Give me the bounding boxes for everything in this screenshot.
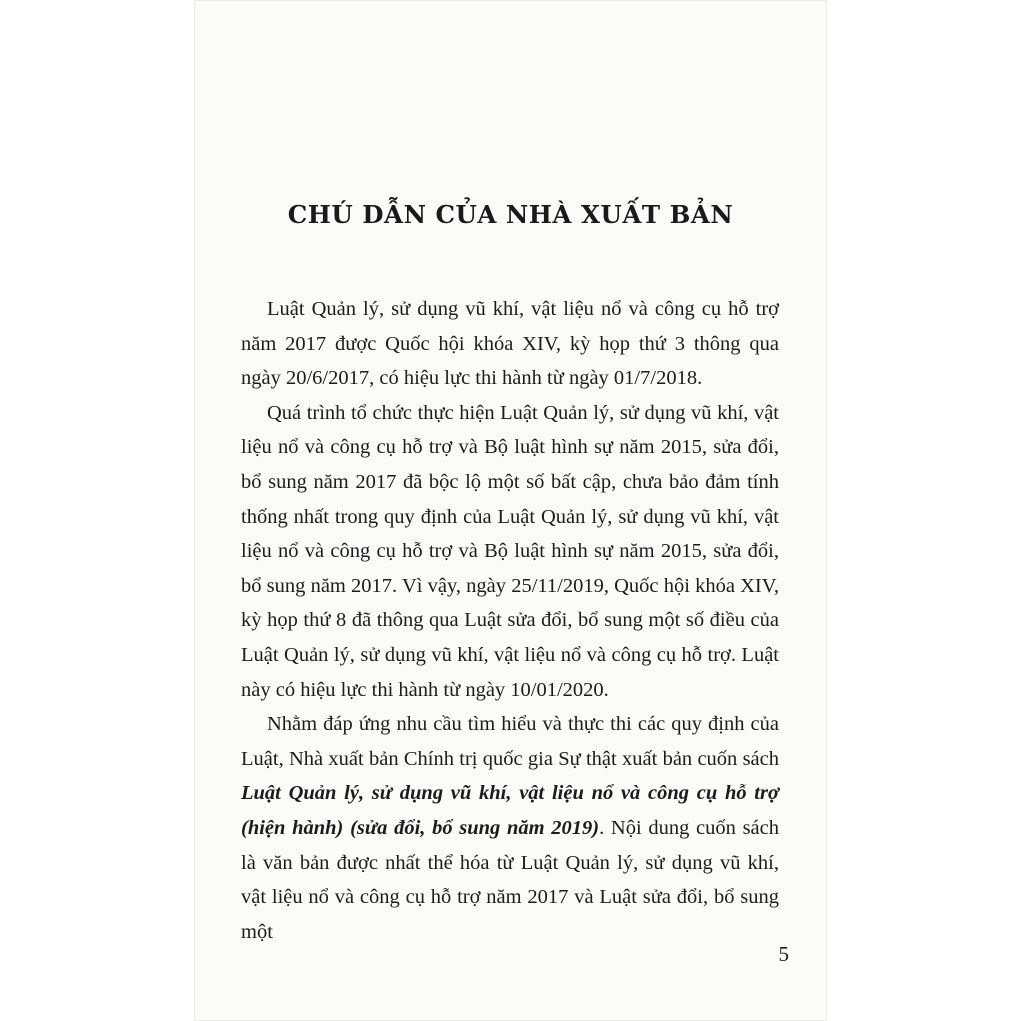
paragraph-3-end: . Nội dung cuốn sách là văn bản được nhất thể hóa từ Luật Quản lý, sử dụng vũ khí, vật liệu nổ và công cụ hỗ trợ năm 2017 và Luật sửa đổi, bổ sung một <box>241 816 779 943</box>
page-number: 5 <box>778 942 789 966</box>
paragraph-2: Quá trình tổ chức thực hiện Luật Quản lý, sử dụng vũ khí, vật liệu nổ và công cụ hỗ trợ và Bộ luật hình sự năm 2015, sửa đổi, bổ sung năm 2017 đã bộc lộ một số bất cập, chưa bảo đảm tính thống nhất trong quy định của Luật Quản lý, sử dụng vũ khí, vật liệu nổ và công cụ hỗ trợ và Bộ luật hình sự năm 2015, sửa đổi, bổ sung năm 2017. Vì vậy, ngày 25/11/2019, Quốc hội khóa XIV, kỳ họp thứ 8 đã thông qua Luật sửa đổi, bổ sung một số điều của Luật Quản lý, sử dụng vũ khí, vật liệu nổ và công cụ hỗ trợ. Luật này có hiệu lực thi hành từ ngày 10/01/2020. <box>241 401 779 701</box>
book-page <box>194 0 827 1021</box>
paragraph-3 <box>241 707 779 949</box>
paragraph-3-start: Nhằm đáp ứng nhu cầu tìm hiểu và thực thi các quy định của Luật, Nhà xuất bản Chính trị quốc gia Sự thật xuất bản cuốn sách <box>241 713 779 770</box>
body-text <box>241 292 779 949</box>
book-title: Luật Quản lý, sử dụng vũ khí, vật liệu nổ và công cụ hỗ trợ (hiện hành) (sửa đổi, bổ sung năm 2019) <box>241 782 779 839</box>
paragraph-1: Luật Quản lý, sử dụng vũ khí, vật liệu nổ và công cụ hỗ trợ năm 2017 được Quốc hội khóa XIV, kỳ họp thứ 3 thông qua ngày 20/6/2017, có hiệu lực thi hành từ ngày 01/7/2018. <box>241 298 779 390</box>
page-heading: CHÚ DẪN CỦA NHÀ XUẤT BẢN <box>287 200 734 229</box>
